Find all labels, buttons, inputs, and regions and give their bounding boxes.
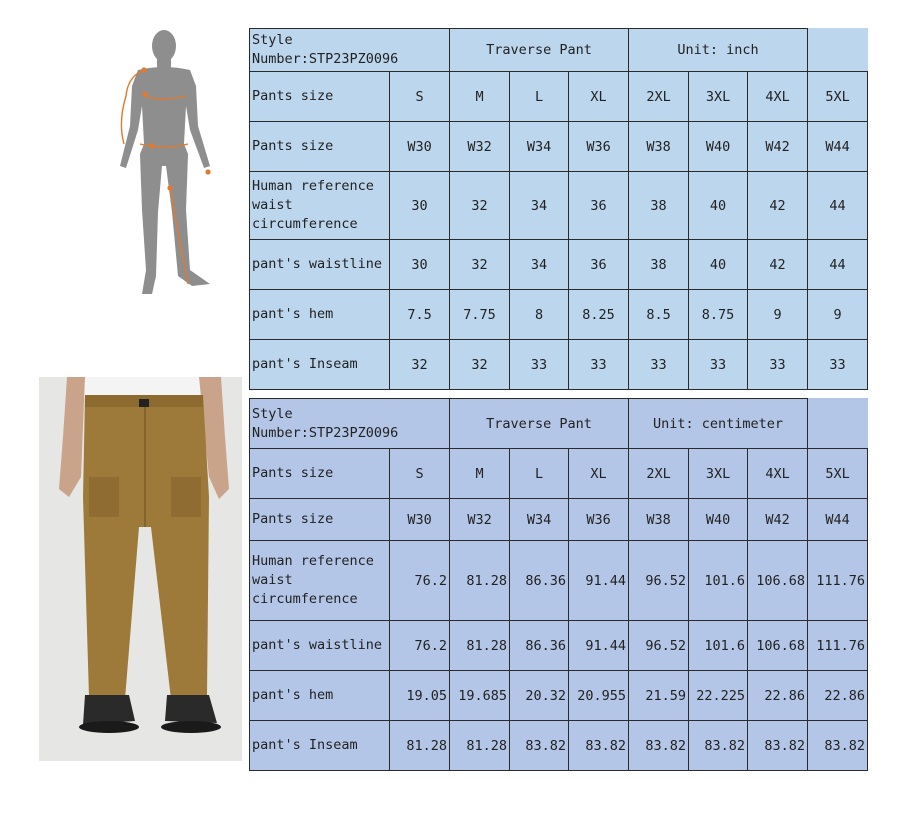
- row-label: Pants size: [250, 449, 390, 499]
- product-name-cell: Traverse Pant: [450, 29, 629, 72]
- unit-cell: Unit: centimeter: [629, 399, 808, 449]
- table-cell: 34: [510, 172, 569, 240]
- table-cell: 30: [390, 172, 450, 240]
- table-cell: W40: [689, 499, 748, 541]
- row-label: pant's Inseam: [250, 340, 390, 390]
- table-cell: W44: [808, 122, 868, 172]
- row-label: Human reference waist circumference: [250, 541, 390, 621]
- table-cell: 91.44: [569, 541, 629, 621]
- table-cell: L: [510, 72, 569, 122]
- table-cell: 22.86: [808, 671, 868, 721]
- table-cell: 3XL: [689, 449, 748, 499]
- table-cell: 106.68: [748, 621, 808, 671]
- table-cell: 9: [748, 290, 808, 340]
- table-cell: 83.82: [569, 721, 629, 771]
- table-cell: 111.76: [808, 541, 868, 621]
- table-row: [250, 290, 868, 340]
- table-cell: 7.75: [450, 290, 510, 340]
- table-cell: W44: [808, 499, 868, 541]
- row-label: pant's hem: [250, 671, 390, 721]
- table-cell: W34: [510, 122, 569, 172]
- table-cell: 76.2: [390, 621, 450, 671]
- table-cell: 33: [629, 340, 689, 390]
- table-cell: W42: [748, 499, 808, 541]
- row-label: pant's waistline: [250, 240, 390, 290]
- pants-product-photo: [39, 377, 242, 761]
- table-cell: 19.685: [450, 671, 510, 721]
- table-cell: 30: [390, 240, 450, 290]
- table-cell: W38: [629, 122, 689, 172]
- table-row: [250, 72, 868, 122]
- table-cell: 4XL: [748, 72, 808, 122]
- table-row: [250, 671, 868, 721]
- table-row: [250, 240, 868, 290]
- table-cell: 9: [808, 290, 868, 340]
- table-cell: 44: [808, 172, 868, 240]
- body-measurement-figure: [100, 26, 230, 298]
- table-cell: L: [510, 449, 569, 499]
- table-cell: 32: [390, 340, 450, 390]
- table-cell: 8.25: [569, 290, 629, 340]
- table-cell: 3XL: [689, 72, 748, 122]
- table-cell: 44: [808, 240, 868, 290]
- table-cell: W32: [450, 122, 510, 172]
- table-cell: 34: [510, 240, 569, 290]
- table-cell: S: [390, 72, 450, 122]
- table-cell: 106.68: [748, 541, 808, 621]
- table-cell: W38: [629, 499, 689, 541]
- table-cell: 4XL: [748, 449, 808, 499]
- table-cell: W32: [450, 499, 510, 541]
- style-number-cell: Style Number:STP23PZ0096: [250, 29, 450, 72]
- pants-illustration: [39, 377, 242, 761]
- row-label: Pants size: [250, 499, 390, 541]
- table-row: [250, 541, 868, 621]
- table-cell: 96.52: [629, 541, 689, 621]
- table-cell: 81.28: [390, 721, 450, 771]
- table-cell: 8.75: [689, 290, 748, 340]
- table-cell: 101.6: [689, 541, 748, 621]
- table-cell: 76.2: [390, 541, 450, 621]
- table-cell: 38: [629, 240, 689, 290]
- table-cell: W36: [569, 122, 629, 172]
- table-cell: 33: [569, 340, 629, 390]
- table-cell: 40: [689, 172, 748, 240]
- table-cell: 19.05: [390, 671, 450, 721]
- table-cell: 22.225: [689, 671, 748, 721]
- table-cell: 83.82: [689, 721, 748, 771]
- table-row: [250, 621, 868, 671]
- table-cell: 7.5: [390, 290, 450, 340]
- size-table-inch: [249, 28, 868, 390]
- table-row: [250, 449, 868, 499]
- table-cell: 8.5: [629, 290, 689, 340]
- table-cell: 32: [450, 172, 510, 240]
- table-cell: 20.32: [510, 671, 569, 721]
- table-cell: 2XL: [629, 72, 689, 122]
- table-cell: 101.6: [689, 621, 748, 671]
- table-cell: 83.82: [510, 721, 569, 771]
- table-cell: 32: [450, 340, 510, 390]
- table-cell: 111.76: [808, 621, 868, 671]
- table-cell: 8: [510, 290, 569, 340]
- table-row: [250, 499, 868, 541]
- table-cell: 42: [748, 240, 808, 290]
- table-cell: S: [390, 449, 450, 499]
- table-cell: 36: [569, 172, 629, 240]
- table-cell: M: [450, 449, 510, 499]
- table-cell: 33: [510, 340, 569, 390]
- table-cell: 81.28: [450, 541, 510, 621]
- table-cell: M: [450, 72, 510, 122]
- table-cell: W30: [390, 499, 450, 541]
- table-cell: W42: [748, 122, 808, 172]
- table-cell: 86.36: [510, 621, 569, 671]
- table-cell: 83.82: [629, 721, 689, 771]
- table-cell: 2XL: [629, 449, 689, 499]
- table-cell: 86.36: [510, 541, 569, 621]
- table-cell: XL: [569, 72, 629, 122]
- table-cell: 83.82: [808, 721, 868, 771]
- table-cell: 33: [808, 340, 868, 390]
- table-row: [250, 172, 868, 240]
- unit-cell: Unit: inch: [629, 29, 808, 72]
- table-cell: W40: [689, 122, 748, 172]
- table-cell: 91.44: [569, 621, 629, 671]
- table-cell: 42: [748, 172, 808, 240]
- row-label: Human reference waist circumference: [250, 172, 390, 240]
- table-row: [250, 340, 868, 390]
- table-cell: 83.82: [748, 721, 808, 771]
- table-cell: 81.28: [450, 621, 510, 671]
- table-cell: 32: [450, 240, 510, 290]
- table-cell: 96.52: [629, 621, 689, 671]
- product-name-cell: Traverse Pant: [450, 399, 629, 449]
- table-cell: 22.86: [748, 671, 808, 721]
- table-cell: 21.59: [629, 671, 689, 721]
- table-cell: XL: [569, 449, 629, 499]
- table-cell: 40: [689, 240, 748, 290]
- row-label: pant's Inseam: [250, 721, 390, 771]
- style-number-cell: Style Number:STP23PZ0096: [250, 399, 450, 449]
- table-cell: 38: [629, 172, 689, 240]
- table-cell: 33: [748, 340, 808, 390]
- table-row: [250, 122, 868, 172]
- row-label: Pants size: [250, 72, 390, 122]
- table-cell: 33: [689, 340, 748, 390]
- row-label: pant's waistline: [250, 621, 390, 671]
- table-row: [250, 721, 868, 771]
- table-cell: 5XL: [808, 72, 868, 122]
- table-cell: W36: [569, 499, 629, 541]
- row-label: Pants size: [250, 122, 390, 172]
- size-table-centimeter: [249, 398, 868, 771]
- row-label: pant's hem: [250, 290, 390, 340]
- table-cell: 5XL: [808, 449, 868, 499]
- table-cell: 20.955: [569, 671, 629, 721]
- table-cell: 81.28: [450, 721, 510, 771]
- table-cell: 36: [569, 240, 629, 290]
- table-cell: W34: [510, 499, 569, 541]
- table-cell: W30: [390, 122, 450, 172]
